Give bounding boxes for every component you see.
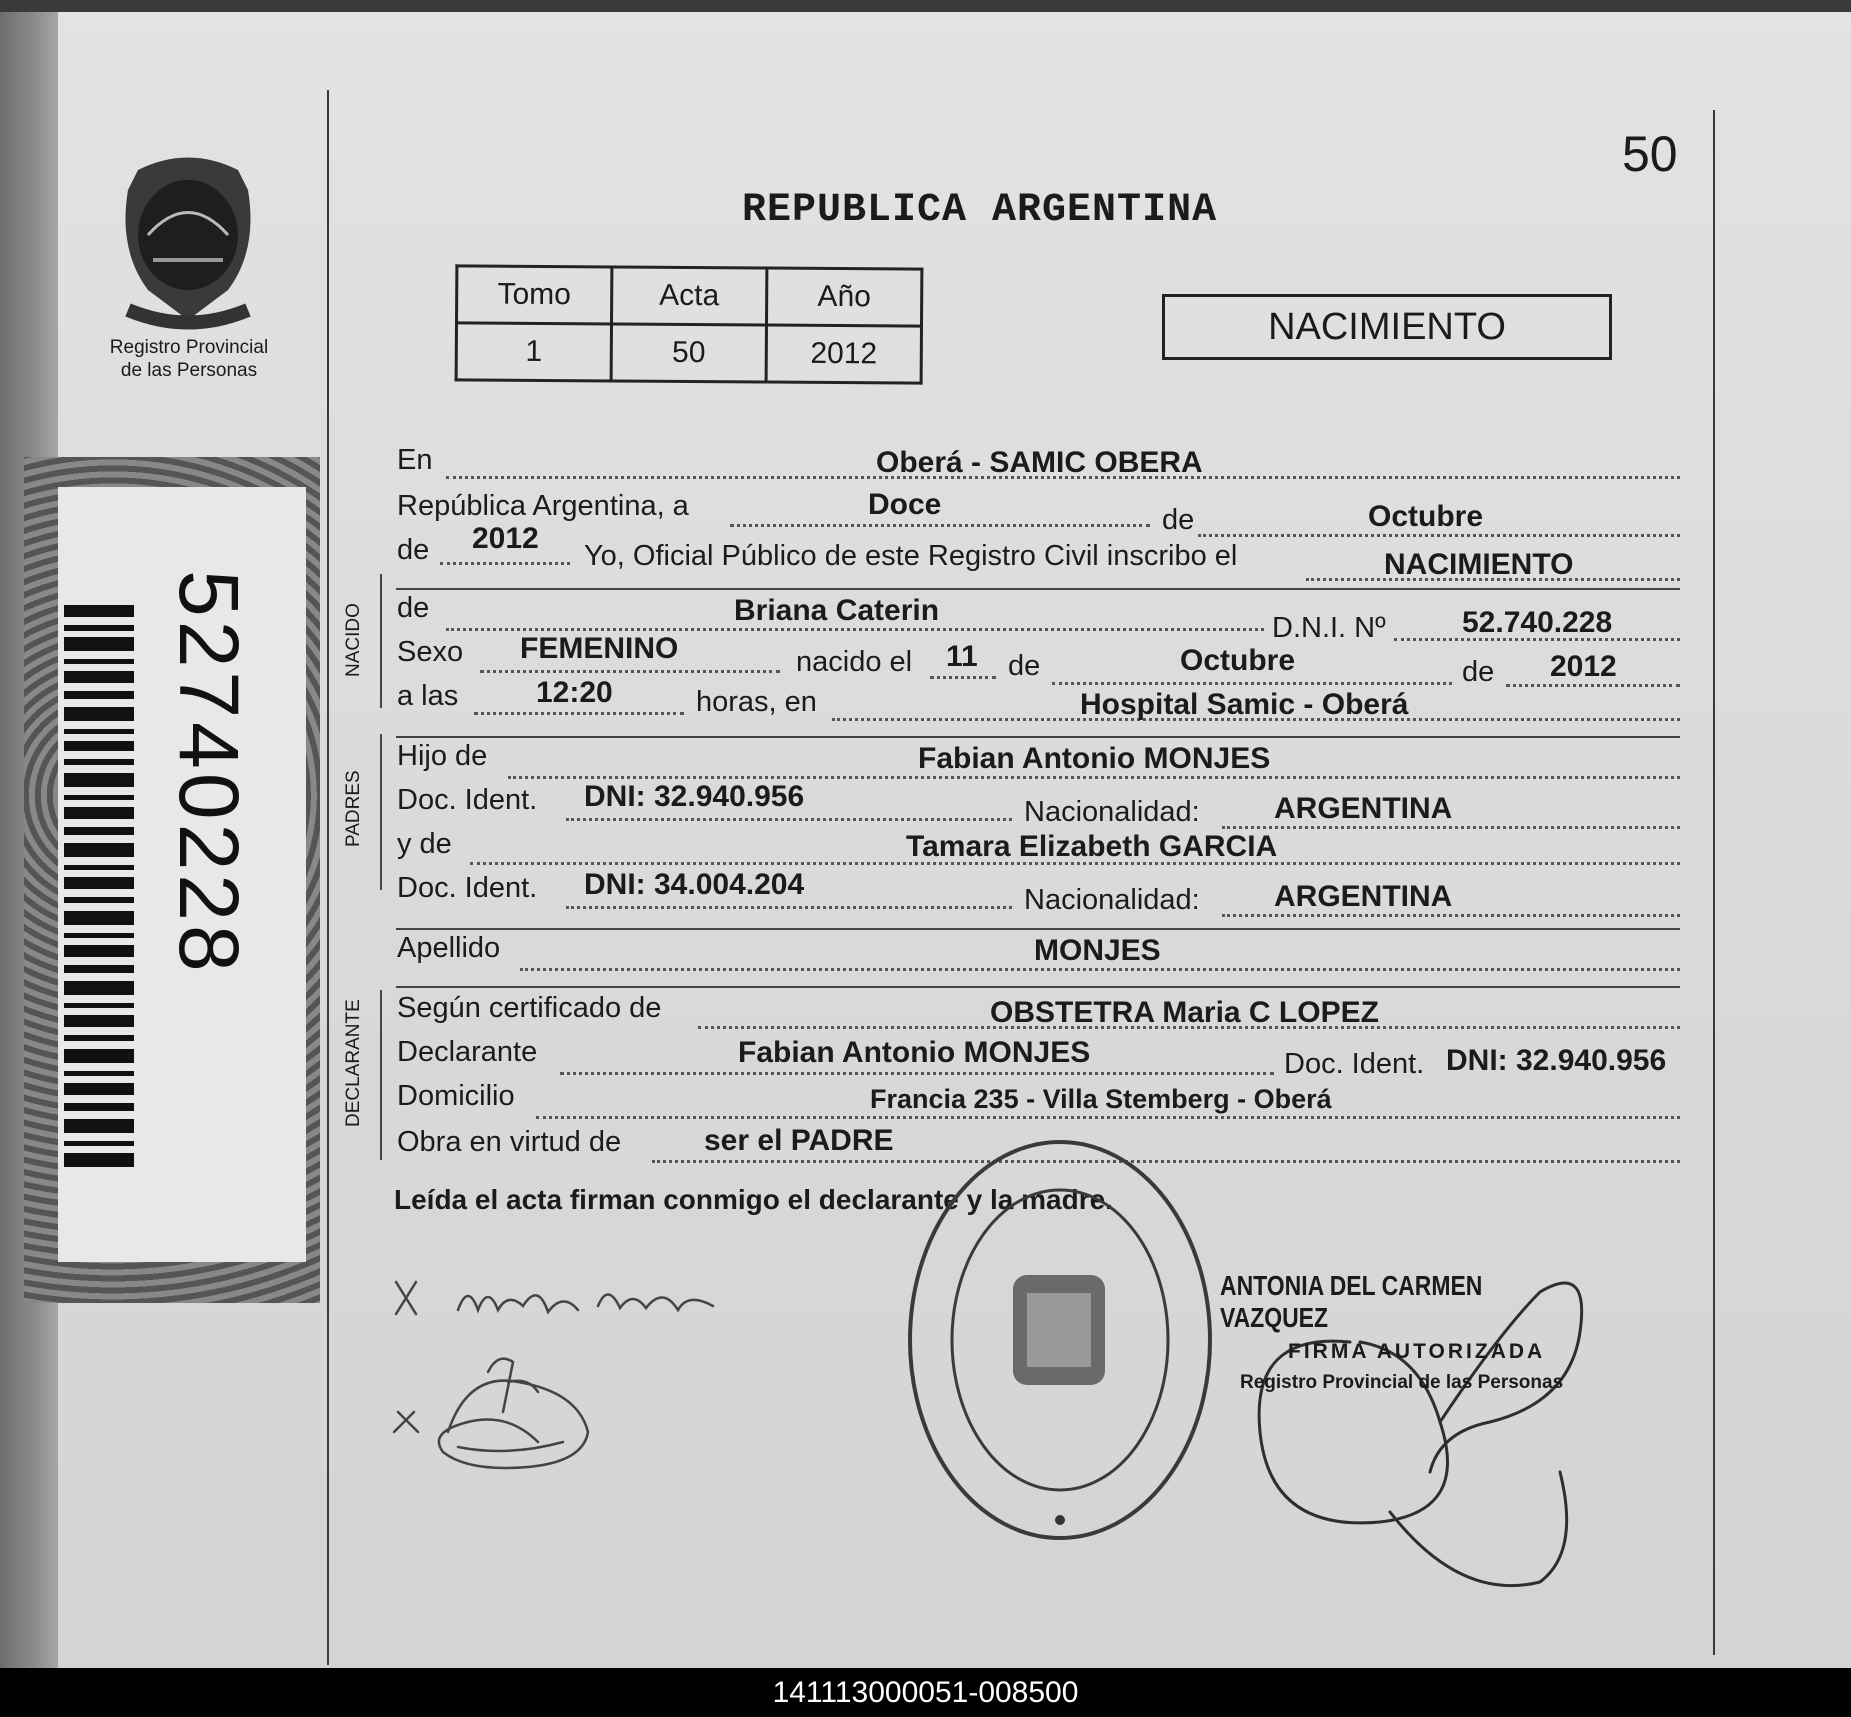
row-dots bbox=[560, 1072, 1274, 1075]
barcode-bars bbox=[64, 605, 134, 1170]
place-value: Oberá - SAMIC OBERA bbox=[876, 446, 1203, 479]
right-margin-rule bbox=[1713, 110, 1715, 1655]
child-name-value: Briana Caterin bbox=[734, 594, 940, 627]
issuer-caption-line1: Registro Provincial bbox=[109, 337, 269, 358]
mother-nationality-value: ARGENTINA bbox=[1274, 880, 1453, 913]
birth-month-value: Octubre bbox=[1180, 644, 1296, 677]
register-table bbox=[455, 264, 924, 384]
label-en: En bbox=[397, 444, 433, 476]
mother-doc-value: DNI: 34.004.204 bbox=[584, 868, 805, 901]
label-sexo: Sexo bbox=[397, 636, 464, 668]
label-segun: Según certificado de bbox=[397, 992, 662, 1024]
register-value-tomo: 1 bbox=[456, 323, 611, 381]
father-nationality-value: ARGENTINA bbox=[1274, 792, 1453, 825]
row-dots bbox=[440, 562, 570, 565]
father-doc-value: DNI: 32.940.956 bbox=[584, 780, 805, 813]
label-nacionalidad: Nacionalidad: bbox=[1024, 796, 1200, 828]
row-dots bbox=[1198, 534, 1680, 537]
row-dots bbox=[480, 670, 780, 673]
row-dots bbox=[1052, 682, 1452, 685]
label-nacido: nacido el bbox=[796, 646, 913, 678]
father-name-value: Fabian Antonio MONJES bbox=[918, 742, 1271, 775]
label-republica: República Argentina, a bbox=[397, 490, 689, 522]
label-dni: D.N.I. Nº bbox=[1272, 612, 1386, 644]
act-type-box: NACIMIENTO bbox=[1162, 294, 1612, 360]
label-doc-ident: Doc. Ident. bbox=[1284, 1048, 1425, 1080]
label-de: de bbox=[1162, 504, 1195, 536]
child-dni-value: 52.740.228 bbox=[1462, 606, 1613, 639]
label-apellido: Apellido bbox=[397, 932, 501, 964]
label-de: de bbox=[397, 534, 430, 566]
closing-statement: Leída el acta firman conmigo el declarante y la madre. bbox=[394, 1184, 1113, 1215]
capacity-value: ser el PADRE bbox=[704, 1124, 894, 1157]
row-dots bbox=[520, 968, 1680, 971]
document-title: REPUBLICA ARGENTINA bbox=[742, 188, 1218, 233]
label-hijo: Hijo de bbox=[397, 740, 488, 772]
section-divider bbox=[396, 736, 1680, 738]
official-org: Registro Provincial de las Personas bbox=[1240, 1372, 1564, 1393]
label-alas: a las bbox=[397, 680, 459, 712]
mother-name-value: Tamara Elizabeth GARCIA bbox=[906, 830, 1278, 863]
label-de: de bbox=[397, 592, 430, 624]
label-inscribo: Yo, Oficial Público de este Registro Civil inscribo el bbox=[584, 540, 1238, 572]
label-nacionalidad: Nacionalidad: bbox=[1024, 884, 1200, 916]
birth-time-value: 12:20 bbox=[536, 676, 613, 709]
province-seal-icon bbox=[108, 150, 268, 330]
month-value: Octubre bbox=[1368, 500, 1484, 533]
label-domicilio: Domicilio bbox=[397, 1080, 515, 1112]
year-value: 2012 bbox=[472, 522, 539, 555]
padres-section-bar bbox=[380, 734, 382, 890]
sex-value: FEMENINO bbox=[520, 632, 679, 665]
declarant-signature bbox=[388, 1262, 748, 1502]
label-doc-ident: Doc. Ident. bbox=[397, 784, 538, 816]
label-de: de bbox=[1462, 656, 1495, 688]
barcode-number bbox=[160, 570, 260, 1170]
section-label-padres: PADRES bbox=[343, 770, 364, 847]
register-header-acta: Acta bbox=[612, 267, 767, 325]
barcode-number-text: 52740228 bbox=[162, 570, 256, 976]
row-dots bbox=[446, 628, 1264, 631]
row-dots bbox=[1506, 684, 1680, 687]
issuer-caption-line2: de las Personas bbox=[120, 360, 258, 381]
top-edge bbox=[0, 0, 1851, 12]
label-obra: Obra en virtud de bbox=[397, 1126, 622, 1158]
label-declarante: Declarante bbox=[397, 1036, 538, 1068]
row-dots bbox=[536, 1116, 1680, 1119]
label-horas: horas, en bbox=[696, 686, 817, 718]
birth-day-value: 11 bbox=[946, 640, 978, 673]
official-role: FIRMA AUTORIZADA bbox=[1288, 1340, 1546, 1363]
row-dots bbox=[474, 712, 684, 715]
row-dots bbox=[566, 818, 1012, 821]
register-header-tomo: Tomo bbox=[457, 266, 612, 324]
scan-id-footer: 141113000051-008500 bbox=[0, 1668, 1851, 1717]
section-label-nacido: NACIDO bbox=[343, 603, 364, 677]
official-signature-block bbox=[1220, 1270, 1650, 1394]
label-doc-ident: Doc. Ident. bbox=[397, 872, 538, 904]
row-dots bbox=[508, 776, 1680, 779]
declarante-section-bar bbox=[380, 990, 382, 1160]
birth-place-value: Hospital Samic - Oberá bbox=[1080, 688, 1409, 721]
address-value: Francia 235 - Villa Stemberg - Oberá bbox=[870, 1084, 1332, 1114]
declarant-doc-value: DNI: 32.940.956 bbox=[1446, 1044, 1667, 1077]
row-dots bbox=[1222, 826, 1680, 829]
label-yde: y de bbox=[397, 828, 452, 860]
row-dots bbox=[930, 676, 996, 679]
label-de: de bbox=[1008, 650, 1041, 682]
declarant-value: Fabian Antonio MONJES bbox=[738, 1036, 1091, 1069]
surname-value: MONJES bbox=[1034, 934, 1161, 967]
day-words-value: Doce bbox=[868, 488, 942, 521]
row-dots bbox=[730, 524, 1150, 527]
register-value-ano: 2012 bbox=[766, 325, 921, 383]
section-label-declarante: DECLARANTE bbox=[343, 999, 364, 1127]
issuer-caption bbox=[84, 336, 294, 382]
register-value-acta: 50 bbox=[611, 324, 766, 382]
row-dots bbox=[566, 906, 1012, 909]
section-divider bbox=[396, 986, 1680, 988]
section-divider bbox=[396, 928, 1680, 930]
registry-stamp-icon bbox=[895, 1125, 1225, 1555]
certifier-value: OBSTETRA Maria C LOPEZ bbox=[990, 996, 1379, 1029]
birth-year-value: 2012 bbox=[1550, 650, 1617, 683]
register-header-ano: Año bbox=[766, 268, 921, 326]
row-dots bbox=[1222, 914, 1680, 917]
official-name: ANTONIA DEL CARMEN VAZQUEZ bbox=[1220, 1270, 1483, 1333]
section-divider bbox=[396, 588, 1680, 590]
left-margin-rule bbox=[327, 90, 329, 1665]
nacido-section-bar bbox=[380, 574, 382, 708]
page-number: 50 bbox=[1622, 126, 1678, 182]
event-value: NACIMIENTO bbox=[1384, 548, 1574, 581]
